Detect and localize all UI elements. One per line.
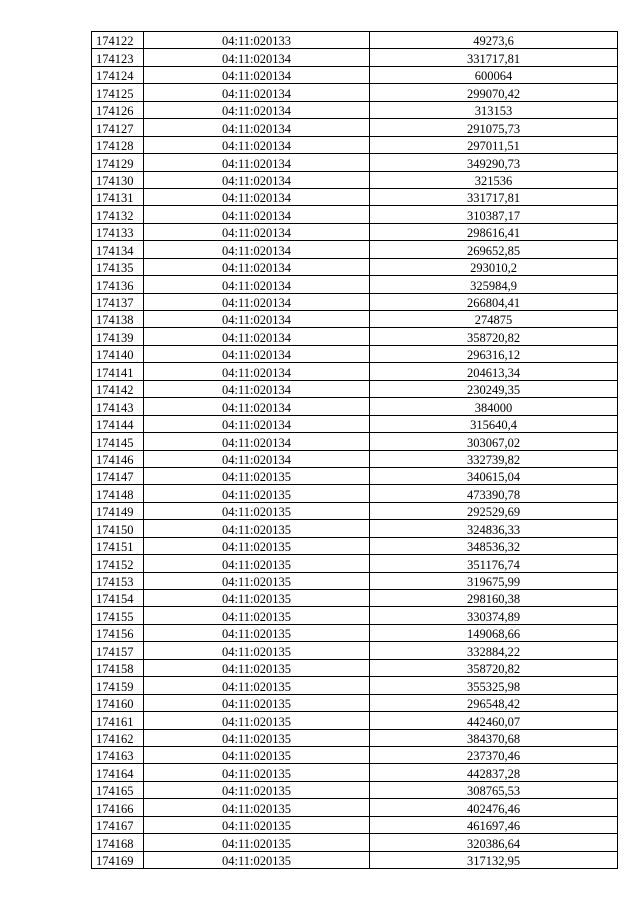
cell-record-number: 174148	[92, 485, 144, 502]
table-row	[92, 223, 618, 240]
cell-value: 331717,81	[370, 188, 618, 205]
table-row	[92, 642, 618, 659]
cell-record-number: 174126	[92, 101, 144, 118]
table-row	[92, 834, 618, 851]
cell-value: 266804,41	[370, 293, 618, 310]
cell-cadastral-code: 04:11:020135	[144, 607, 370, 624]
cell-cadastral-code: 04:11:020134	[144, 345, 370, 362]
cell-cadastral-code: 04:11:020133	[144, 32, 370, 49]
cell-cadastral-code: 04:11:020135	[144, 746, 370, 763]
cell-cadastral-code: 04:11:020135	[144, 729, 370, 746]
table-row	[92, 276, 618, 293]
table-row	[92, 450, 618, 467]
cell-record-number: 174165	[92, 781, 144, 798]
cell-cadastral-code: 04:11:020135	[144, 764, 370, 781]
table-row	[92, 572, 618, 589]
cell-record-number: 174166	[92, 799, 144, 816]
cell-record-number: 174140	[92, 345, 144, 362]
table-row	[92, 555, 618, 572]
cell-cadastral-code: 04:11:020134	[144, 311, 370, 328]
cell-record-number: 174144	[92, 415, 144, 432]
table-row	[92, 781, 618, 798]
table-row	[92, 363, 618, 380]
table-row	[92, 712, 618, 729]
cell-value: 349290,73	[370, 154, 618, 171]
table-row	[92, 467, 618, 484]
cell-record-number: 174161	[92, 712, 144, 729]
table-row	[92, 520, 618, 537]
cell-cadastral-code: 04:11:020134	[144, 276, 370, 293]
cell-value: 204613,34	[370, 363, 618, 380]
cell-record-number: 174132	[92, 206, 144, 223]
cell-value: 274875	[370, 311, 618, 328]
table-row	[92, 485, 618, 502]
cell-cadastral-code: 04:11:020134	[144, 258, 370, 275]
table-row	[92, 49, 618, 66]
cell-value: 308765,53	[370, 781, 618, 798]
table-row	[92, 66, 618, 83]
cell-value: 299070,42	[370, 84, 618, 101]
cell-cadastral-code: 04:11:020134	[144, 433, 370, 450]
cell-value: 355325,98	[370, 677, 618, 694]
cell-value: 303067,02	[370, 433, 618, 450]
table-row	[92, 154, 618, 171]
cell-cadastral-code: 04:11:020135	[144, 834, 370, 851]
cell-value: 293010,2	[370, 258, 618, 275]
cell-record-number: 174125	[92, 84, 144, 101]
table-row	[92, 398, 618, 415]
cell-record-number: 174152	[92, 555, 144, 572]
table-row	[92, 764, 618, 781]
table-row	[92, 624, 618, 641]
table-row	[92, 729, 618, 746]
cell-value: 269652,85	[370, 241, 618, 258]
table-row	[92, 746, 618, 763]
cell-record-number: 174168	[92, 834, 144, 851]
table-row	[92, 311, 618, 328]
table-row	[92, 206, 618, 223]
cell-cadastral-code: 04:11:020135	[144, 590, 370, 607]
cell-cadastral-code: 04:11:020134	[144, 101, 370, 118]
cell-value: 384370,68	[370, 729, 618, 746]
cell-value: 442837,28	[370, 764, 618, 781]
cell-cadastral-code: 04:11:020134	[144, 171, 370, 188]
table-row	[92, 188, 618, 205]
cell-cadastral-code: 04:11:020135	[144, 799, 370, 816]
cell-value: 330374,89	[370, 607, 618, 624]
cell-record-number: 174146	[92, 450, 144, 467]
cell-record-number: 174141	[92, 363, 144, 380]
cell-record-number: 174138	[92, 311, 144, 328]
cell-value: 237370,46	[370, 746, 618, 763]
cell-value: 292529,69	[370, 502, 618, 519]
cell-value: 384000	[370, 398, 618, 415]
cell-cadastral-code: 04:11:020135	[144, 816, 370, 833]
cell-value: 442460,07	[370, 712, 618, 729]
cell-record-number: 174162	[92, 729, 144, 746]
cell-record-number: 174134	[92, 241, 144, 258]
cell-value: 358720,82	[370, 328, 618, 345]
cell-value: 313153	[370, 101, 618, 118]
cell-record-number: 174128	[92, 136, 144, 153]
table-row	[92, 677, 618, 694]
cell-value: 320386,64	[370, 834, 618, 851]
cell-record-number: 174150	[92, 520, 144, 537]
cell-value: 325984,9	[370, 276, 618, 293]
table-row	[92, 415, 618, 432]
cell-value: 49273,6	[370, 32, 618, 49]
cell-cadastral-code: 04:11:020135	[144, 781, 370, 798]
cell-value: 297011,51	[370, 136, 618, 153]
cell-cadastral-code: 04:11:020134	[144, 206, 370, 223]
cell-record-number: 174142	[92, 380, 144, 397]
table-row	[92, 537, 618, 554]
cell-record-number: 174158	[92, 659, 144, 676]
table-row	[92, 659, 618, 676]
cell-value: 324836,33	[370, 520, 618, 537]
cell-cadastral-code: 04:11:020134	[144, 363, 370, 380]
cell-cadastral-code: 04:11:020134	[144, 328, 370, 345]
cell-cadastral-code: 04:11:020134	[144, 415, 370, 432]
table-row	[92, 380, 618, 397]
cell-cadastral-code: 04:11:020134	[144, 119, 370, 136]
table-body	[92, 32, 618, 869]
table-row	[92, 694, 618, 711]
cell-value: 348536,32	[370, 537, 618, 554]
cell-value: 149068,66	[370, 624, 618, 641]
cell-record-number: 174167	[92, 816, 144, 833]
cell-value: 473390,78	[370, 485, 618, 502]
cell-cadastral-code: 04:11:020134	[144, 136, 370, 153]
cell-value: 298160,38	[370, 590, 618, 607]
cell-value: 332884,22	[370, 642, 618, 659]
cell-record-number: 174149	[92, 502, 144, 519]
cell-cadastral-code: 04:11:020134	[144, 293, 370, 310]
cell-cadastral-code: 04:11:020135	[144, 467, 370, 484]
cell-record-number: 174129	[92, 154, 144, 171]
cell-record-number: 174130	[92, 171, 144, 188]
cell-record-number: 174163	[92, 746, 144, 763]
table-row	[92, 502, 618, 519]
cell-record-number: 174127	[92, 119, 144, 136]
cell-cadastral-code: 04:11:020134	[144, 398, 370, 415]
cell-cadastral-code: 04:11:020134	[144, 188, 370, 205]
cell-cadastral-code: 04:11:020135	[144, 572, 370, 589]
cell-value: 358720,82	[370, 659, 618, 676]
cell-value: 600064	[370, 66, 618, 83]
cell-value: 317132,95	[370, 851, 618, 868]
cell-record-number: 174151	[92, 537, 144, 554]
table-row	[92, 84, 618, 101]
cell-record-number: 174155	[92, 607, 144, 624]
cell-value: 315640,4	[370, 415, 618, 432]
cell-cadastral-code: 04:11:020134	[144, 223, 370, 240]
cell-value: 298616,41	[370, 223, 618, 240]
table-row	[92, 607, 618, 624]
cell-value: 310387,17	[370, 206, 618, 223]
cell-record-number: 174159	[92, 677, 144, 694]
cell-value: 296316,12	[370, 345, 618, 362]
cell-record-number: 174139	[92, 328, 144, 345]
cell-record-number: 174156	[92, 624, 144, 641]
cell-record-number: 174147	[92, 467, 144, 484]
cell-record-number: 174154	[92, 590, 144, 607]
cell-value: 332739,82	[370, 450, 618, 467]
data-table	[91, 31, 618, 869]
cell-cadastral-code: 04:11:020135	[144, 520, 370, 537]
cell-cadastral-code: 04:11:020135	[144, 485, 370, 502]
cell-cadastral-code: 04:11:020134	[144, 380, 370, 397]
cell-record-number: 174145	[92, 433, 144, 450]
cell-record-number: 174169	[92, 851, 144, 868]
cell-value: 461697,46	[370, 816, 618, 833]
table-row	[92, 293, 618, 310]
cell-cadastral-code: 04:11:020134	[144, 84, 370, 101]
cell-value: 291075,73	[370, 119, 618, 136]
table-row	[92, 816, 618, 833]
cell-record-number: 174136	[92, 276, 144, 293]
cell-record-number: 174160	[92, 694, 144, 711]
cell-record-number: 174153	[92, 572, 144, 589]
cell-cadastral-code: 04:11:020135	[144, 502, 370, 519]
table-row	[92, 171, 618, 188]
cell-value: 331717,81	[370, 49, 618, 66]
table-row	[92, 433, 618, 450]
cell-cadastral-code: 04:11:020135	[144, 537, 370, 554]
table-row	[92, 345, 618, 362]
cell-cadastral-code: 04:11:020134	[144, 450, 370, 467]
table-row	[92, 590, 618, 607]
cell-value: 321536	[370, 171, 618, 188]
cell-cadastral-code: 04:11:020135	[144, 659, 370, 676]
cell-record-number: 174124	[92, 66, 144, 83]
cell-cadastral-code: 04:11:020135	[144, 642, 370, 659]
table-row	[92, 101, 618, 118]
table-row	[92, 136, 618, 153]
cell-record-number: 174143	[92, 398, 144, 415]
cell-value: 402476,46	[370, 799, 618, 816]
cell-cadastral-code: 04:11:020135	[144, 851, 370, 868]
cell-value: 296548,42	[370, 694, 618, 711]
cell-cadastral-code: 04:11:020134	[144, 49, 370, 66]
table-row	[92, 258, 618, 275]
cell-record-number: 174131	[92, 188, 144, 205]
cell-cadastral-code: 04:11:020135	[144, 624, 370, 641]
cell-record-number: 174164	[92, 764, 144, 781]
cell-record-number: 174157	[92, 642, 144, 659]
cell-record-number: 174133	[92, 223, 144, 240]
cell-cadastral-code: 04:11:020135	[144, 677, 370, 694]
cell-record-number: 174122	[92, 32, 144, 49]
cell-value: 230249,35	[370, 380, 618, 397]
cell-cadastral-code: 04:11:020134	[144, 66, 370, 83]
cell-record-number: 174137	[92, 293, 144, 310]
cell-value: 340615,04	[370, 467, 618, 484]
cell-cadastral-code: 04:11:020134	[144, 241, 370, 258]
cell-cadastral-code: 04:11:020134	[144, 154, 370, 171]
cell-record-number: 174123	[92, 49, 144, 66]
table-row	[92, 241, 618, 258]
cell-value: 351176,74	[370, 555, 618, 572]
table-row	[92, 851, 618, 868]
cell-value: 319675,99	[370, 572, 618, 589]
cell-cadastral-code: 04:11:020135	[144, 555, 370, 572]
table-row	[92, 328, 618, 345]
cell-cadastral-code: 04:11:020135	[144, 712, 370, 729]
table-row	[92, 119, 618, 136]
table-row	[92, 799, 618, 816]
table-row	[92, 32, 618, 49]
cell-record-number: 174135	[92, 258, 144, 275]
cell-cadastral-code: 04:11:020135	[144, 694, 370, 711]
